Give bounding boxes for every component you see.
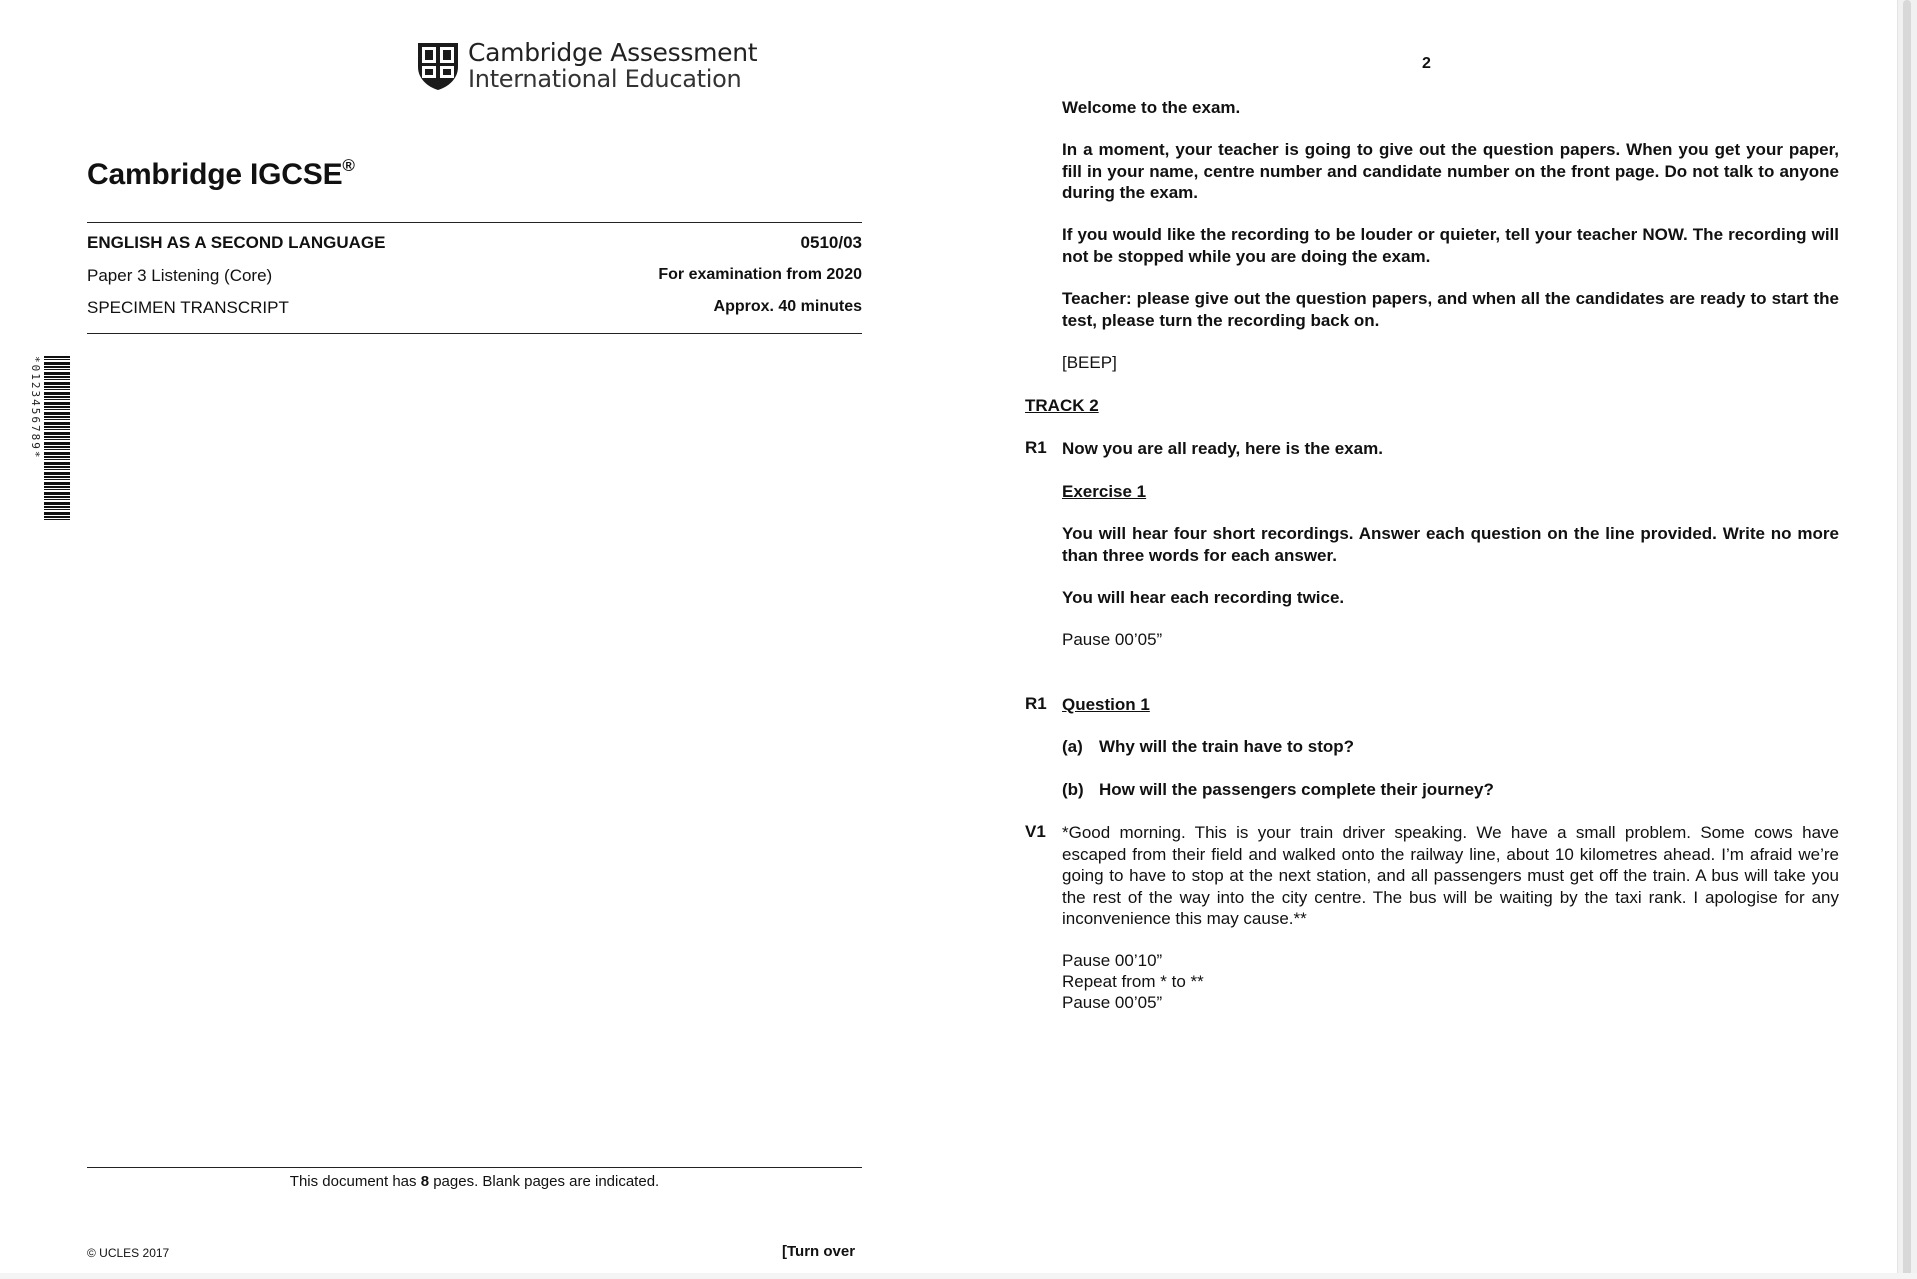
welcome-text: Welcome to the exam. [1062, 98, 1241, 117]
bottom-edge [0, 1273, 1917, 1279]
cambridge-logo [416, 40, 757, 92]
pause-2: Pause 00’10” [1062, 951, 1163, 970]
subject-title: ENGLISH AS A SECOND LANGUAGE [87, 233, 386, 252]
ready-text: Now you are all ready, here is the exam. [1062, 439, 1383, 458]
exam-from: For examination from 2020 [658, 266, 862, 283]
exercise-heading: Exercise 1 [1062, 482, 1147, 501]
barcode [30, 356, 70, 522]
registered-mark: ® [342, 156, 355, 175]
repeat-text: Repeat from * to ** [1062, 972, 1204, 991]
scrollbar-thumb[interactable] [1903, 0, 1911, 1279]
track-heading: TRACK 2 [1025, 396, 1099, 415]
vertical-scrollbar[interactable] [1897, 0, 1917, 1279]
question-b-letter: (b) [1062, 780, 1084, 799]
speaker-r1-2: R1 [1025, 694, 1047, 713]
question-b-text: How will the passengers complete their journey? [1099, 780, 1494, 799]
footer-rule [87, 1167, 862, 1168]
header-rule-bottom [87, 333, 862, 334]
turn-over: [Turn over [782, 1243, 856, 1260]
brand-title [87, 158, 355, 192]
twice-text: You will hear each recording twice. [1062, 588, 1345, 607]
teacher-text: Teacher: please give out the question papers, and when all the candidates are ready to start the test, please turn the recording back on. [1062, 289, 1839, 330]
question-a-letter: (a) [1062, 737, 1083, 756]
page-count-note [87, 1173, 862, 1190]
doc-type-row [87, 298, 862, 318]
v1-text: *Good morning. This is your train driver speaking. We have a small problem. Some cows have escaped from their field and walked onto the railway line, about 10 kilometres ahead. I’m afraid we’re going to have to stop at the next station, and all passengers must get off the train. A bus will take you the rest of the way into the city centre. The bus will be waiting by the taxi rank. I apologise for any inconvenience this may cause.** [1062, 823, 1839, 928]
subject-row [87, 233, 862, 253]
exercise-instructions: You will hear four short recordings. Answer each question on the line provided. Write no more than three words for each answer. [1062, 524, 1839, 565]
paper-row [87, 266, 862, 286]
crest-icon [416, 41, 460, 91]
speaker-v1: V1 [1025, 822, 1046, 841]
question-heading: Question 1 [1062, 695, 1150, 714]
cover-page [0, 0, 958, 1279]
logo-line-2: International Education [468, 65, 742, 93]
page-count-prefix: This document has [289, 1173, 421, 1190]
duration: Approx. 40 minutes [713, 298, 862, 315]
header-rule-top [87, 222, 862, 223]
barcode-bars [44, 356, 70, 522]
page-number: 2 [1422, 55, 1431, 72]
pause-3: Pause 00’05” [1062, 993, 1163, 1012]
logo-line-1: Cambridge Assessment [468, 38, 758, 67]
pause-1: Pause 00’05” [1062, 630, 1163, 649]
subject-code: 0510/03 [800, 233, 862, 252]
copyright: © UCLES 2017 [87, 1246, 170, 1260]
instructions-text: In a moment, your teacher is going to give out the question papers. When you get your paper, fill in your name, centre number and candidate number on the front page. Do not talk to anyone during the exam. [1062, 140, 1839, 202]
page-count-suffix: pages. Blank pages are indicated. [429, 1173, 660, 1190]
paper-name: Paper 3 Listening (Core) [87, 266, 273, 285]
volume-text: If you would like the recording to be louder or quieter, tell your teacher NOW. The recording will not be stopped while you are doing the exam. [1062, 225, 1839, 266]
barcode-number: *0123456789* [29, 356, 42, 460]
brand-name: Cambridge IGCSE [87, 158, 343, 191]
speaker-r1: R1 [1025, 438, 1047, 457]
beep-text: [BEEP] [1062, 353, 1117, 372]
question-a-text: Why will the train have to stop? [1099, 737, 1355, 756]
page-count: 8 [420, 1173, 430, 1190]
doc-type: SPECIMEN TRANSCRIPT [87, 298, 289, 317]
